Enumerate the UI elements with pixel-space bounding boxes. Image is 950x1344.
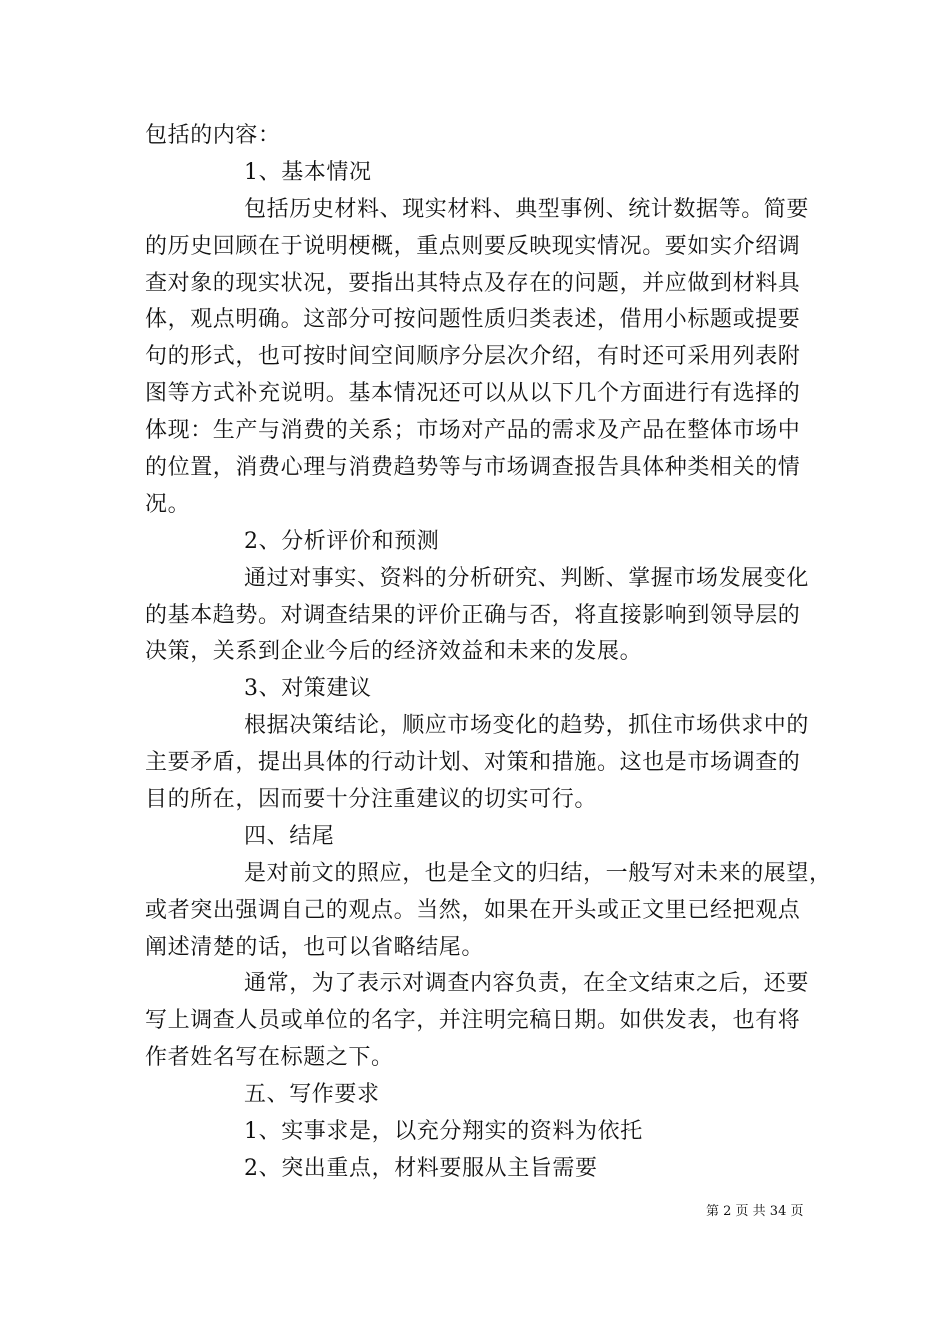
text-line: 或者突出强调自己的观点。当然，如果在开头或正文里已经把观点: [145, 897, 801, 923]
text-line: 阐述清楚的话，也可以省略结尾。: [145, 934, 485, 960]
text-line: 体现：生产与消费的关系；市场对产品的需求及产品在整体市场中: [145, 418, 801, 444]
document-body: [145, 118, 832, 1188]
text-line: 包括历史材料、现实材料、典型事例、统计数据等。简要: [244, 196, 810, 222]
text-line: 包括的内容：: [145, 123, 281, 148]
text-line: 决策，关系到企业今后的经济效益和未来的发展。: [145, 639, 643, 665]
text-line: 1、基本情况: [244, 159, 372, 185]
text-line: 是对前文的照应，也是全文的归结，一般写对未来的展望，: [244, 860, 832, 886]
text-line: 查对象的现实状况，要指出其特点及存在的问题，并应做到材料具: [145, 270, 801, 296]
text-line: 作者姓名写在标题之下。: [145, 1045, 394, 1071]
text-line: 体，观点明确。这部分可按问题性质归类表述，借用小标题或提要: [145, 307, 801, 333]
text-line: 的位置，消费心理与消费趋势等与市场调查报告具体种类相关的情: [145, 455, 801, 481]
page-number: 第 2 页 共 34 页: [706, 1204, 804, 1219]
text-line: 1、实事求是，以充分翔实的资料为依托: [244, 1119, 643, 1145]
text-line: 2、突出重点，材料要服从主旨需要: [244, 1155, 598, 1181]
text-line: 主要矛盾，提出具体的行动计划、对策和措施。这也是市场调查的: [145, 750, 801, 776]
text-line: 五、写作要求: [244, 1082, 380, 1108]
text-line: 的基本趋势。对调查结果的评价正确与否，将直接影响到领导层的: [145, 602, 801, 628]
text-line: 图等方式补充说明。基本情况还可以从以下几个方面进行有选择的: [145, 381, 801, 407]
text-line: 目的所在，因而要十分注重建议的切实可行。: [145, 787, 598, 813]
text-line: 况。: [145, 491, 191, 517]
text-line: 的历史回顾在于说明梗概，重点则要反映现实情况。要如实介绍调: [145, 233, 801, 259]
text-line: 通常，为了表示对调查内容负责，在全文结束之后，还要: [244, 971, 810, 997]
text-line: 通过对事实、资料的分析研究、判断、掌握市场发展变化: [244, 565, 810, 591]
text-line: 句的形式，也可按时间空间顺序分层次介绍，有时还可采用列表附: [145, 344, 801, 370]
text-line: 写上调查人员或单位的名字，并注明完稿日期。如供发表，也有将: [145, 1008, 801, 1034]
text-line: 2、分析评价和预测: [244, 528, 440, 554]
text-line: 根据决策结论，顺应市场变化的趋势，抓住市场供求中的: [244, 713, 810, 739]
text-line: 3、对策建议: [244, 676, 372, 702]
text-line: 四、结尾: [244, 823, 335, 849]
